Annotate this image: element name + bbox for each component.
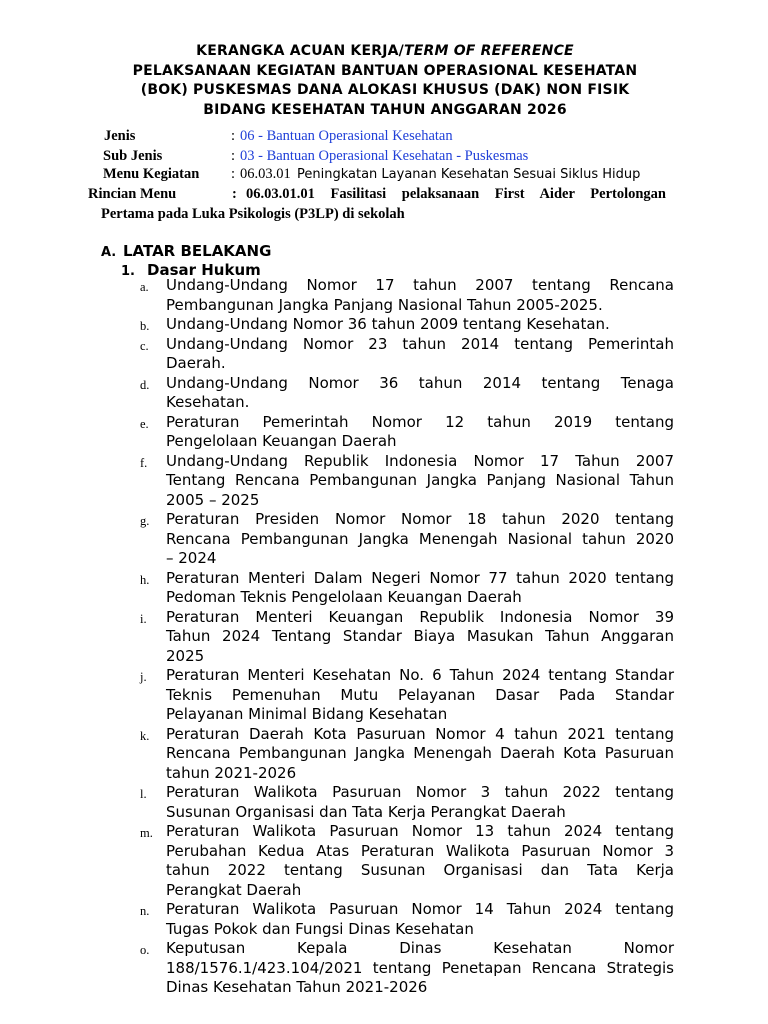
list-marker: f.: [140, 455, 148, 470]
title-line-2: PELAKSANAAN KEGIATAN BANTUAN OPERASIONAL KESEHATAN: [132, 62, 638, 79]
list-item-line: Susunan Organisasi dan Tata Kerja Perangkat Daerah: [166, 802, 566, 821]
legal-basis-item: [140, 783, 674, 822]
list-item-line: Tentang Rencana Pembangunan Jangka Panjang Nasional Tahun: [166, 471, 674, 489]
list-item-line: tahun 2022 tentang Susunan Organisasi dan Tata Kerja: [166, 861, 674, 879]
list-marker: e.: [140, 416, 149, 431]
list-item-line: Rencana Pembangunan Jangka Menengah Nasional tahun 2020: [166, 529, 674, 548]
title-prefix: KERANGKA ACUAN KERJA/: [196, 43, 404, 59]
list-item-line: Rencana Pembangunan Jangka Menengah Daerah Kota Pasuruan: [166, 744, 674, 762]
list-item-text: [166, 822, 674, 900]
list-item-text: [166, 900, 674, 939]
legal-basis-item: [140, 510, 674, 569]
menu-kegiatan-value: Peningkatan Layanan Kesehatan Sesuai Siklus Hidup: [297, 167, 641, 182]
list-marker: a.: [140, 280, 149, 294]
rincian-menu-label: Rincian Menu: [88, 186, 177, 202]
list-marker: g.: [140, 514, 150, 528]
legal-basis-item: [140, 608, 674, 667]
rincian-menu-continuation: Pertama pada Luka Psikologis (P3LP) di sekolah: [101, 206, 405, 222]
list-item-line: Peraturan Walikota Pasuruan Nomor 14 Tahun 2024 tentang: [166, 900, 674, 918]
list-item-line: Peraturan Pemerintah Nomor 12 tahun 2019 tentang: [166, 412, 674, 431]
jenis-value: 06 - Bantuan Operasional Kesehatan: [240, 128, 453, 144]
list-item-line: Kesehatan.: [166, 393, 250, 411]
list-marker: b.: [140, 319, 150, 333]
title-line-1: [90, 42, 680, 62]
list-item-line: Peraturan Menteri Keuangan Republik Indonesia Nomor 39: [166, 607, 674, 626]
section-a-title: LATAR BELAKANG: [123, 242, 272, 260]
jenis-colon: :: [231, 128, 236, 144]
list-item-line: Peraturan Presiden Nomor Nomor 18 tahun 2020 tentang: [166, 510, 674, 528]
list-item-text: [166, 939, 674, 998]
list-marker: k.: [140, 728, 150, 743]
list-item-line: Pedoman Teknis Pengelolaan Keuangan Daerah: [166, 588, 522, 606]
legal-basis-list: [140, 276, 674, 998]
legal-basis-item: [140, 569, 674, 608]
subsection-1-title: Dasar Hukum: [147, 261, 261, 279]
rincian-menu-value: 06.03.01.01 Fasilitasi pelaksanaan First Aider Pertolongan: [246, 186, 666, 202]
list-marker: d.: [140, 377, 150, 392]
title-line-4: BIDANG KESEHATAN TAHUN ANGGARAN 2026: [203, 101, 567, 118]
list-item-line: Pelayanan Minimal Bidang Kesehatan: [166, 705, 448, 723]
list-item-line: Perubahan Kedua Atas Peraturan Walikota Pasuruan Nomor 3: [166, 841, 674, 860]
section-a-heading: [101, 242, 271, 260]
list-item-line: Peraturan Menteri Dalam Negeri Nomor 77 tahun 2020 tentang: [166, 568, 674, 587]
list-item-line: Keputusan Kepala Dinas Kesehatan Nomor: [166, 939, 674, 957]
list-marker: n.: [140, 904, 150, 918]
jenis-label: Jenis: [104, 128, 136, 144]
list-item-line: Perangkat Daerah: [166, 880, 302, 899]
list-item-text: [166, 315, 674, 335]
list-item-line: Teknis Pemenuhan Mutu Pelayanan Dasar Pada Standar: [166, 685, 674, 704]
list-item-text: [166, 725, 674, 784]
list-marker: c.: [140, 338, 149, 353]
section-a-letter: A.: [101, 245, 117, 260]
title-line-3: (BOK) PUSKESMAS DANA ALOKASI KHUSUS (DAK) NON FISIK: [140, 82, 630, 98]
list-item-text: [166, 374, 674, 413]
list-item-text: [166, 783, 674, 822]
document-title: [90, 42, 680, 120]
list-item-line: Tugas Pokok dan Fungsi Dinas Kesehatan: [166, 919, 474, 938]
list-item-line: Peraturan Walikota Pasuruan Nomor 3 tahun 2022 tentang: [166, 783, 674, 801]
title-italic: TERM OF REFERENCE: [404, 43, 574, 59]
list-item-text: [166, 413, 674, 452]
legal-basis-item: [140, 725, 674, 784]
list-item-line: Peraturan Daerah Kota Pasuruan Nomor 4 tahun 2021 tentang: [166, 724, 674, 743]
legal-basis-item: [140, 315, 674, 335]
sub-jenis-label: Sub Jenis: [103, 148, 163, 164]
list-marker: j.: [140, 670, 147, 684]
list-item-line: – 2024: [166, 549, 217, 567]
legal-basis-item: [140, 939, 674, 998]
list-marker: i.: [140, 611, 147, 626]
list-item-line: Dinas Kesehatan Tahun 2021-2026: [166, 978, 428, 996]
legal-basis-item: [140, 374, 674, 413]
sub-jenis-colon: :: [231, 148, 236, 164]
list-marker: o.: [140, 943, 150, 957]
menu-kegiatan-code: 06.03.01: [240, 166, 291, 182]
list-marker: m.: [140, 826, 153, 840]
list-item-line: Tahun 2024 Tentang Standar Biaya Masukan Tahun Anggaran: [166, 627, 674, 645]
legal-basis-item: [140, 335, 674, 374]
list-item-text: [166, 452, 674, 511]
list-item-line: 188/1576.1/423.104/2021 tentang Penetapan Rencana Strategis: [166, 958, 674, 977]
list-item-line: Pembangunan Jangka Panjang Nasional Tahun 2005-2025.: [166, 295, 603, 314]
list-item-text: [166, 335, 674, 374]
legal-basis-item: [140, 822, 674, 900]
list-item-line: Daerah.: [166, 354, 226, 372]
list-item-line: Pengelolaan Keuangan Daerah: [166, 432, 397, 450]
rincian-menu-colon: :: [232, 186, 237, 202]
list-item-text: [166, 666, 674, 725]
list-item-line: Peraturan Menteri Kesehatan No. 6 Tahun 2024 tentang Standar: [166, 666, 674, 684]
list-item-line: tahun 2021-2026: [166, 763, 297, 782]
list-item-line: Peraturan Walikota Pasuruan Nomor 13 tahun 2024 tentang: [166, 822, 674, 840]
list-item-line: 2005 – 2025: [166, 490, 260, 509]
list-item-line: Undang-Undang Nomor 17 tahun 2007 tentang Rencana: [166, 276, 674, 294]
list-marker: h.: [140, 572, 150, 587]
list-item-line: Undang-Undang Nomor 36 tahun 2009 tentang Kesehatan.: [166, 315, 610, 333]
legal-basis-item: [140, 900, 674, 939]
sub-jenis-value: 03 - Bantuan Operasional Kesehatan - Puskesmas: [240, 148, 529, 164]
legal-basis-item: [140, 452, 674, 511]
list-marker: l.: [140, 787, 147, 801]
list-item-text: [166, 569, 674, 608]
menu-kegiatan-label: Menu Kegiatan: [103, 166, 200, 182]
list-item-line: Undang-Undang Nomor 36 tahun 2014 tentang Tenaga: [166, 373, 674, 392]
list-item-line: Undang-Undang Republik Indonesia Nomor 17 Tahun 2007: [166, 451, 674, 470]
legal-basis-item: [140, 666, 674, 725]
list-item-text: [166, 510, 674, 569]
list-item-text: [166, 608, 674, 667]
legal-basis-item: [140, 413, 674, 452]
menu-kegiatan-colon: :: [231, 166, 236, 182]
list-item-line: Undang-Undang Nomor 23 tahun 2014 tentang Pemerintah: [166, 334, 674, 353]
subsection-1-number: 1.: [121, 264, 135, 279]
legal-basis-item: [140, 276, 674, 315]
list-item-line: 2025: [166, 646, 205, 665]
list-item-text: [166, 276, 674, 315]
